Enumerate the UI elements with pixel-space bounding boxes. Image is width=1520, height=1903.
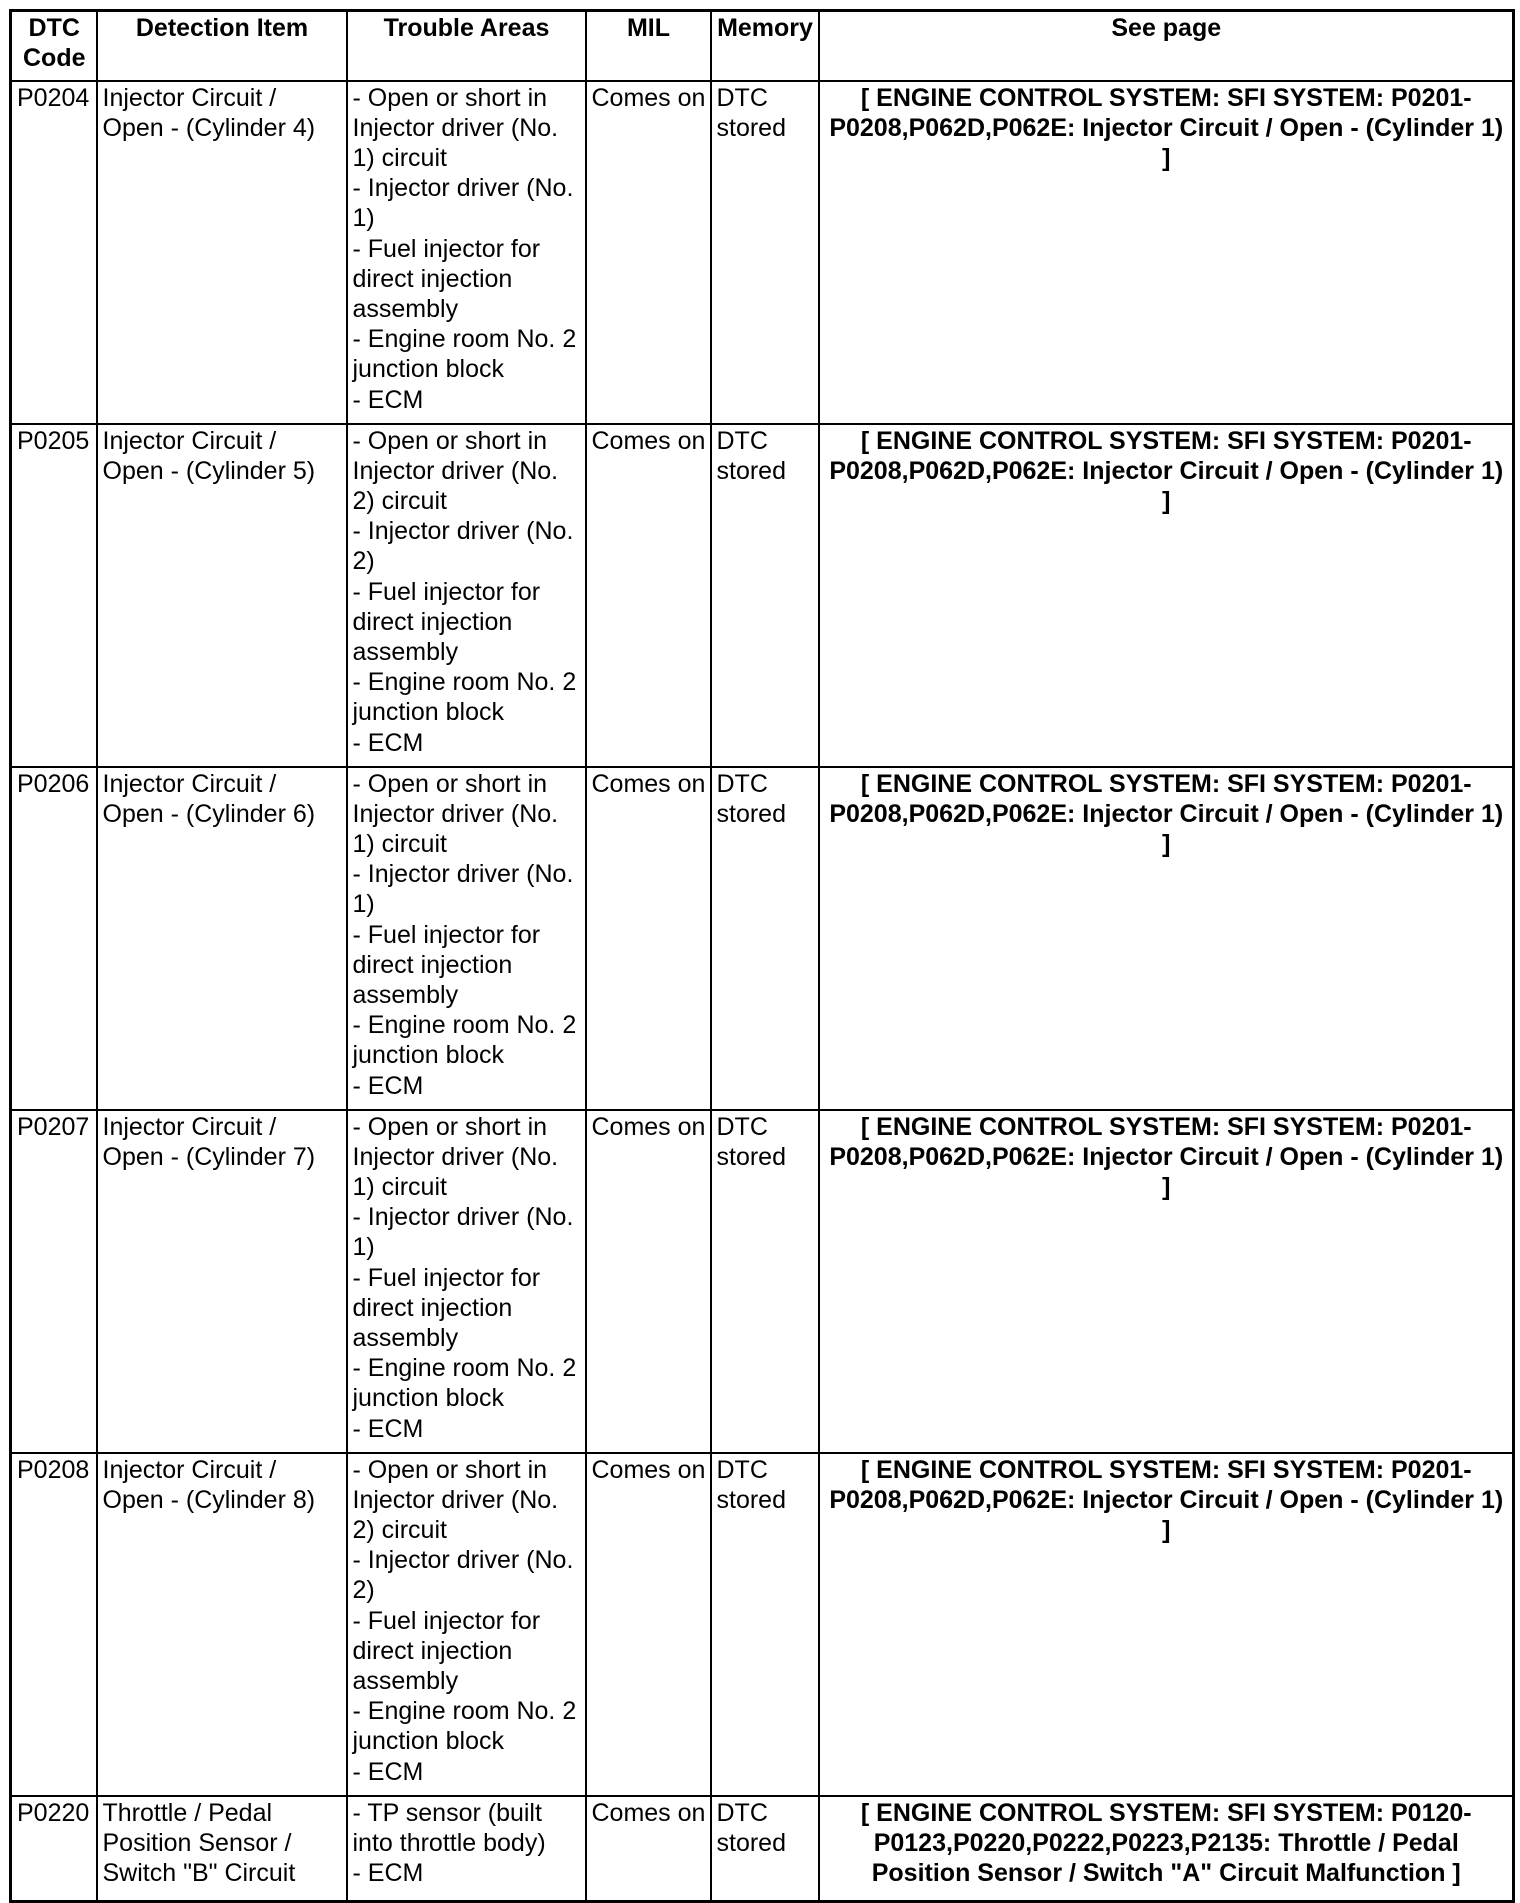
- trouble-area-line: - ECM: [352, 385, 424, 414]
- trouble-area-line: - ECM: [352, 1071, 424, 1100]
- memory-status: DTC stored: [711, 81, 819, 424]
- see-page-link[interactable]: [ ENGINE CONTROL SYSTEM: SFI SYSTEM: P0201-P0208,P062D,P062E: Injector Circuit / Open - (Cylinder 1) ]: [819, 1110, 1514, 1453]
- mil-status: Comes on: [586, 1453, 711, 1796]
- detection-item: Injector Circuit / Open - (Cylinder 5): [97, 424, 347, 767]
- memory-status: DTC stored: [711, 1110, 819, 1453]
- trouble-area-line: - Fuel injector for direct injection assembly: [352, 577, 541, 666]
- see-page-link[interactable]: [ ENGINE CONTROL SYSTEM: SFI SYSTEM: P0201-P0208,P062D,P062E: Injector Circuit / Open - (Cylinder 1) ]: [819, 81, 1514, 424]
- trouble-area-line: - Fuel injector for direct injection assembly: [352, 920, 541, 1009]
- trouble-area-line: - Engine room No. 2 junction block: [352, 668, 577, 727]
- header-trouble-areas: Trouble Areas: [347, 11, 586, 81]
- table-row: [11, 424, 1514, 767]
- memory-status: DTC stored: [711, 767, 819, 1110]
- table-row: [11, 767, 1514, 1110]
- table-row: [11, 1110, 1514, 1453]
- see-page-link[interactable]: [ ENGINE CONTROL SYSTEM: SFI SYSTEM: P0201-P0208,P062D,P062E: Injector Circuit / Open - (Cylinder 1) ]: [819, 1453, 1514, 1796]
- header-dtc-code: [11, 11, 97, 81]
- trouble-area-line: - ECM: [352, 1757, 424, 1786]
- trouble-area-line: - Injector driver (No. 2): [352, 517, 574, 576]
- memory-status: DTC stored: [711, 1796, 819, 1902]
- trouble-area-line: - Open or short in Injector driver (No. 1) circuit: [352, 769, 559, 858]
- dtc-code: P0204: [11, 81, 97, 424]
- trouble-area-line: - Open or short in Injector driver (No. 2) circuit: [352, 426, 559, 515]
- trouble-areas: [347, 424, 586, 767]
- header-detection-item: Detection Item: [97, 11, 347, 81]
- dtc-table: [9, 9, 1515, 1903]
- trouble-areas: [347, 81, 586, 424]
- trouble-areas: [347, 1110, 586, 1453]
- mil-status: Comes on: [586, 767, 711, 1110]
- trouble-area-line: - ECM: [352, 728, 424, 757]
- trouble-area-line: - Fuel injector for direct injection assembly: [352, 1606, 541, 1695]
- trouble-area-line: - Open or short in Injector driver (No. 1) circuit: [352, 83, 559, 172]
- dtc-code: P0206: [11, 767, 97, 1110]
- trouble-area-line: - Injector driver (No. 1): [352, 860, 574, 919]
- trouble-area-line: - Open or short in Injector driver (No. 1) circuit: [352, 1112, 559, 1201]
- header-dtc-code-line1: DTC: [28, 14, 80, 42]
- trouble-areas: [347, 1796, 586, 1902]
- header-see-page: See page: [819, 11, 1514, 81]
- detection-item: Injector Circuit / Open - (Cylinder 7): [97, 1110, 347, 1453]
- see-page-link[interactable]: [ ENGINE CONTROL SYSTEM: SFI SYSTEM: P0201-P0208,P062D,P062E: Injector Circuit / Open - (Cylinder 1) ]: [819, 767, 1514, 1110]
- header-dtc-code-line2: Code: [23, 44, 86, 73]
- trouble-area-line: - Engine room No. 2 junction block: [352, 325, 577, 384]
- detection-item: Injector Circuit / Open - (Cylinder 4): [97, 81, 347, 424]
- mil-status: Comes on: [586, 424, 711, 767]
- mil-status: Comes on: [586, 1796, 711, 1902]
- trouble-area-line: - ECM: [352, 1414, 424, 1443]
- trouble-area-line: - Engine room No. 2 junction block: [352, 1011, 577, 1070]
- trouble-areas: [347, 767, 586, 1110]
- trouble-area-line: - Injector driver (No. 2): [352, 1546, 574, 1605]
- trouble-area-line: - ECM: [352, 1858, 424, 1887]
- table-row: [11, 1453, 1514, 1796]
- table-row: [11, 1796, 1514, 1902]
- mil-status: Comes on: [586, 1110, 711, 1453]
- trouble-area-line: - Fuel injector for direct injection assembly: [352, 234, 541, 323]
- trouble-area-line: - Open or short in Injector driver (No. 2) circuit: [352, 1455, 559, 1544]
- detection-item: Throttle / Pedal Position Sensor / Switch "B" Circuit: [97, 1796, 347, 1902]
- dtc-code: P0208: [11, 1453, 97, 1796]
- trouble-area-line: - Injector driver (No. 1): [352, 174, 574, 233]
- detection-item: Injector Circuit / Open - (Cylinder 6): [97, 767, 347, 1110]
- header-row: [11, 11, 1514, 81]
- header-memory: Memory: [711, 11, 819, 81]
- mil-status: Comes on: [586, 81, 711, 424]
- trouble-areas: [347, 1453, 586, 1796]
- memory-status: DTC stored: [711, 424, 819, 767]
- trouble-area-line: - TP sensor (built into throttle body): [352, 1798, 546, 1857]
- trouble-area-line: - Engine room No. 2 junction block: [352, 1354, 577, 1413]
- header-mil: MIL: [586, 11, 711, 81]
- trouble-area-line: - Injector driver (No. 1): [352, 1203, 574, 1262]
- memory-status: DTC stored: [711, 1453, 819, 1796]
- see-page-link[interactable]: [ ENGINE CONTROL SYSTEM: SFI SYSTEM: P0201-P0208,P062D,P062E: Injector Circuit / Open - (Cylinder 1) ]: [819, 424, 1514, 767]
- see-page-link[interactable]: [ ENGINE CONTROL SYSTEM: SFI SYSTEM: P0120-P0123,P0220,P0222,P0223,P2135: Throttle / Pedal Position Sensor / Switch "A" Circuit Malfunction ]: [819, 1796, 1514, 1902]
- dtc-code: P0207: [11, 1110, 97, 1453]
- dtc-code: P0205: [11, 424, 97, 767]
- table-row: [11, 81, 1514, 424]
- detection-item: Injector Circuit / Open - (Cylinder 8): [97, 1453, 347, 1796]
- trouble-area-line: - Fuel injector for direct injection assembly: [352, 1263, 541, 1352]
- trouble-area-line: - Engine room No. 2 junction block: [352, 1697, 577, 1756]
- dtc-code: P0220: [11, 1796, 97, 1902]
